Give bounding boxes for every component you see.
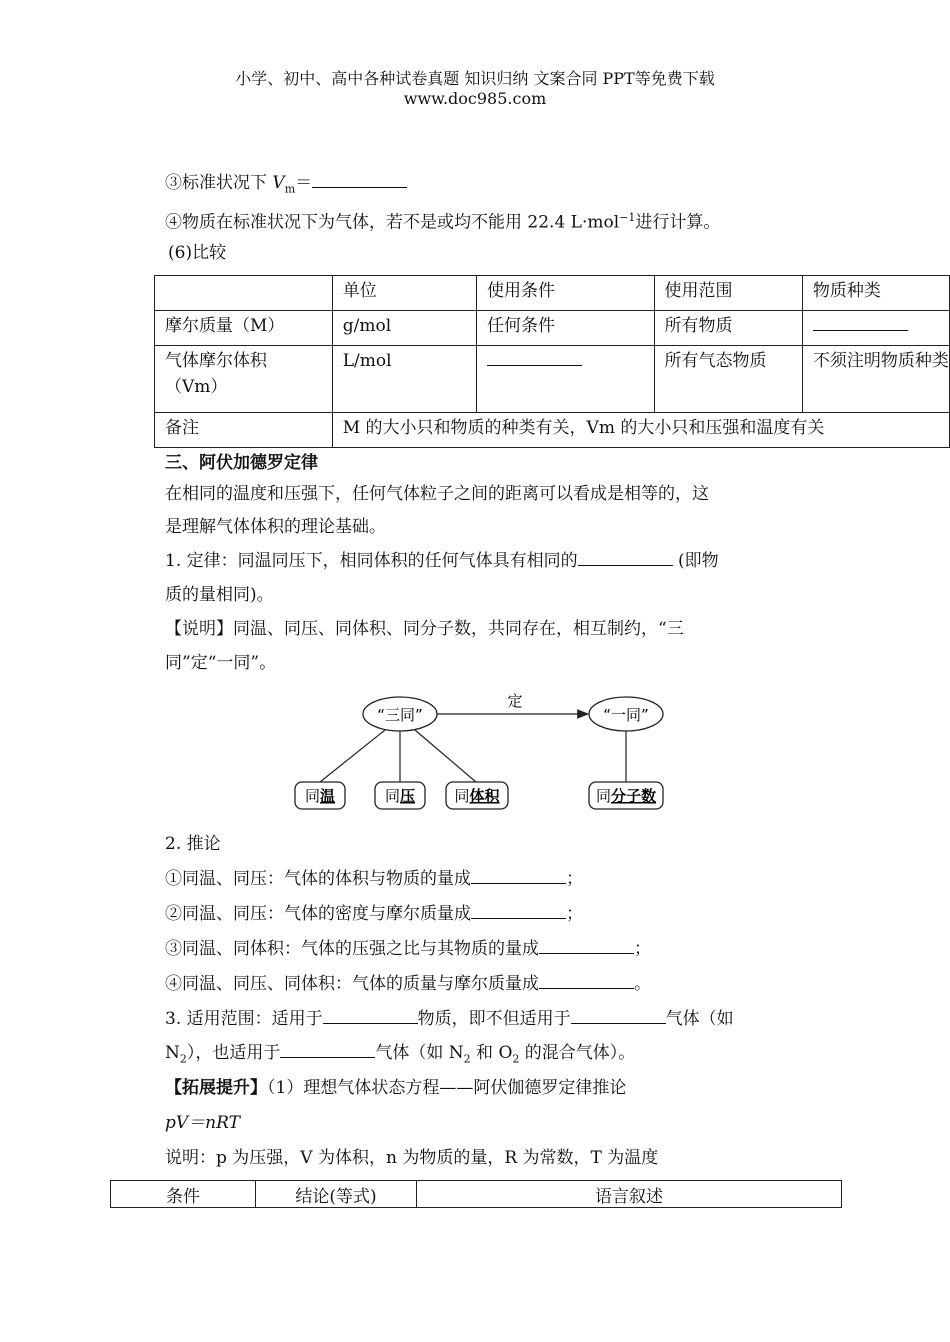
table-row: [155, 346, 950, 413]
inference-line: ③同温、同体积：气体的压强之比与其物质的量成 ；: [165, 939, 651, 959]
extend-title: 【拓展提升】（1）理想气体状态方程——阿伏伽德罗定律推论: [165, 1078, 627, 1098]
table-cell: 所有气态物质: [654, 346, 802, 413]
table-cell: 使用范围: [654, 276, 802, 311]
connector-line: [320, 730, 385, 782]
answer-blank: [539, 974, 634, 989]
answer-blank: [487, 351, 582, 366]
table-row: [155, 276, 950, 311]
table-cell: [802, 311, 949, 346]
table-cell: 单位: [332, 276, 476, 311]
three-same-label: “三同”: [377, 706, 423, 724]
answer-blank: [312, 173, 407, 188]
table-cell: [155, 276, 333, 311]
line-vm-standard: ③标准状况下 $V_m=$: [165, 172, 407, 200]
compare-table: [154, 275, 950, 448]
answer-blank: [323, 1009, 418, 1024]
header-line2: www.doc985.com: [403, 89, 547, 108]
table-cell: [476, 346, 654, 413]
table-row: [111, 1181, 842, 1208]
table-cell: L/mol: [332, 346, 476, 413]
avogadro-diagram: [285, 685, 675, 815]
inference-line: ④同温、同压、同体积：气体的质量与摩尔质量成 。: [165, 974, 651, 994]
same-molecules-label: 同分子数: [595, 787, 657, 805]
answer-blank: [571, 1009, 666, 1024]
table-row: [155, 413, 950, 448]
compare-heading: (6)比较: [168, 243, 227, 263]
connector-line: [415, 730, 476, 782]
scope-line: 3. 适用范围：适用于 物质，即不但适用于 气体（如: [165, 1009, 734, 1029]
answer-blank: [539, 939, 634, 954]
table-cell: 物质种类: [802, 276, 949, 311]
ideal-gas-formula: pV＝nRT: [165, 1113, 240, 1133]
inference-title: 2. 推论: [165, 834, 221, 854]
line-gas-note: ④物质在标准状况下为气体，若不是或均不能用 22.4 L·mol$^{-1}$进行计算。: [165, 211, 721, 233]
answer-blank: [813, 316, 908, 331]
answer-blank: [280, 1043, 375, 1058]
inference-table: [110, 1180, 842, 1208]
table-header-cell: 条件: [111, 1181, 256, 1208]
inference-line: ②同温、同压：气体的密度与摩尔质量成 ；: [165, 904, 583, 924]
paragraph: 【说明】同温、同压、同体积、同分子数，共同存在，相互制约，“三: [165, 619, 684, 639]
table-cell: 所有物质: [654, 311, 802, 346]
paragraph: 质的量相同)。: [165, 585, 274, 605]
table-cell: M 的大小只和物质的种类有关，Vm 的大小只和压强和温度有关: [332, 413, 949, 448]
one-same-label: “一同”: [603, 706, 649, 724]
table-header-cell: 结论(等式): [256, 1181, 417, 1208]
table-cell: 不须注明物质种类: [802, 346, 949, 413]
table-cell: 任何条件: [476, 311, 654, 346]
section-title: 三、阿伏加德罗定律: [165, 453, 318, 473]
law-line: 1. 定律：同温同压下，相同体积的任何气体具有相同的 (即物: [165, 551, 719, 571]
header-line1: 小学、初中、高中各种试卷真题 知识归纳 文案合同 PPT等免费下载: [235, 69, 715, 88]
paragraph: 同”定“一同”。: [165, 653, 277, 673]
same-pressure-label: 同压: [384, 787, 416, 805]
formula-explanation: 说明：p 为压强，V 为体积，n 为物质的量，R 为常数，T 为温度: [165, 1148, 659, 1168]
paragraph: 在相同的温度和压强下，任何气体粒子之间的距离可以看成是相等的，这: [165, 484, 709, 504]
answer-blank: [471, 869, 566, 884]
table-cell: g/mol: [332, 311, 476, 346]
table-row: [155, 311, 950, 346]
answer-blank: [471, 904, 566, 919]
table-header-cell: 语言叙述: [417, 1181, 842, 1208]
same-temperature-label: 同温: [304, 787, 336, 805]
answer-blank: [578, 551, 673, 566]
arrow-label: 定: [507, 692, 523, 710]
scope-line: $N_2$），也适用于 气体（如 $N_2$ 和 $O_2$ 的混合气体）。: [165, 1043, 636, 1066]
table-cell: 备注: [155, 413, 333, 448]
paragraph: 是理解气体体积的理论基础。: [165, 517, 386, 537]
inference-line: ①同温、同压：气体的体积与物质的量成 ；: [165, 869, 583, 889]
same-volume-label: 同体积: [454, 787, 500, 805]
table-cell: 气体摩尔体积 （Vm）: [155, 346, 333, 413]
table-cell: 使用条件: [476, 276, 654, 311]
table-cell: 摩尔质量（M）: [155, 311, 333, 346]
